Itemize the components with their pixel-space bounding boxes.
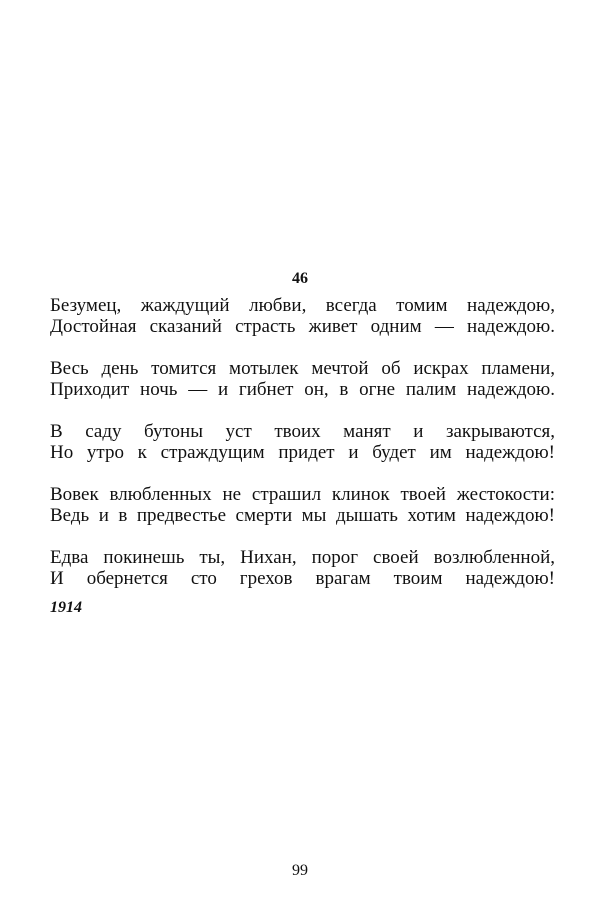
stanza-2 [50,358,555,400]
poem-line: Приходит ночь — и гибнет он, в огне палим надеждою. [50,379,555,400]
poem-number: 46 [292,270,308,287]
poem-line: Безумец, жаждущий любви, всегда томим надеждою, [50,295,555,316]
poem-line: Но утро к страждущим придет и будет им надеждою! [50,442,555,463]
poem-line: Едва покинешь ты, Нихан, порог своей возлюбленной, [50,547,555,568]
poem-line: Весь день томится мотылек мечтой об искрах пламени, [50,358,555,379]
poem-line: В саду бутоны уст твоих манят и закрываются, [50,421,555,442]
poem-line: Ведь и в предвестье смерти мы дышать хотим надеждою! [50,505,555,526]
poem-line: И обернется сто грехов врагам твоим надеждою! [50,568,555,589]
poem-year: 1914 [50,599,82,616]
poem-line: Достойная сказаний страсть живет одним — надеждою. [50,316,555,337]
page-number: 99 [292,862,308,879]
poem-line: Вовек влюбленных не страшил клинок твоей жестокости: [50,484,555,505]
stanza-3 [50,421,555,463]
stanza-5 [50,547,555,589]
stanza-1 [50,295,555,337]
poem-text [50,295,555,610]
stanza-4 [50,484,555,526]
